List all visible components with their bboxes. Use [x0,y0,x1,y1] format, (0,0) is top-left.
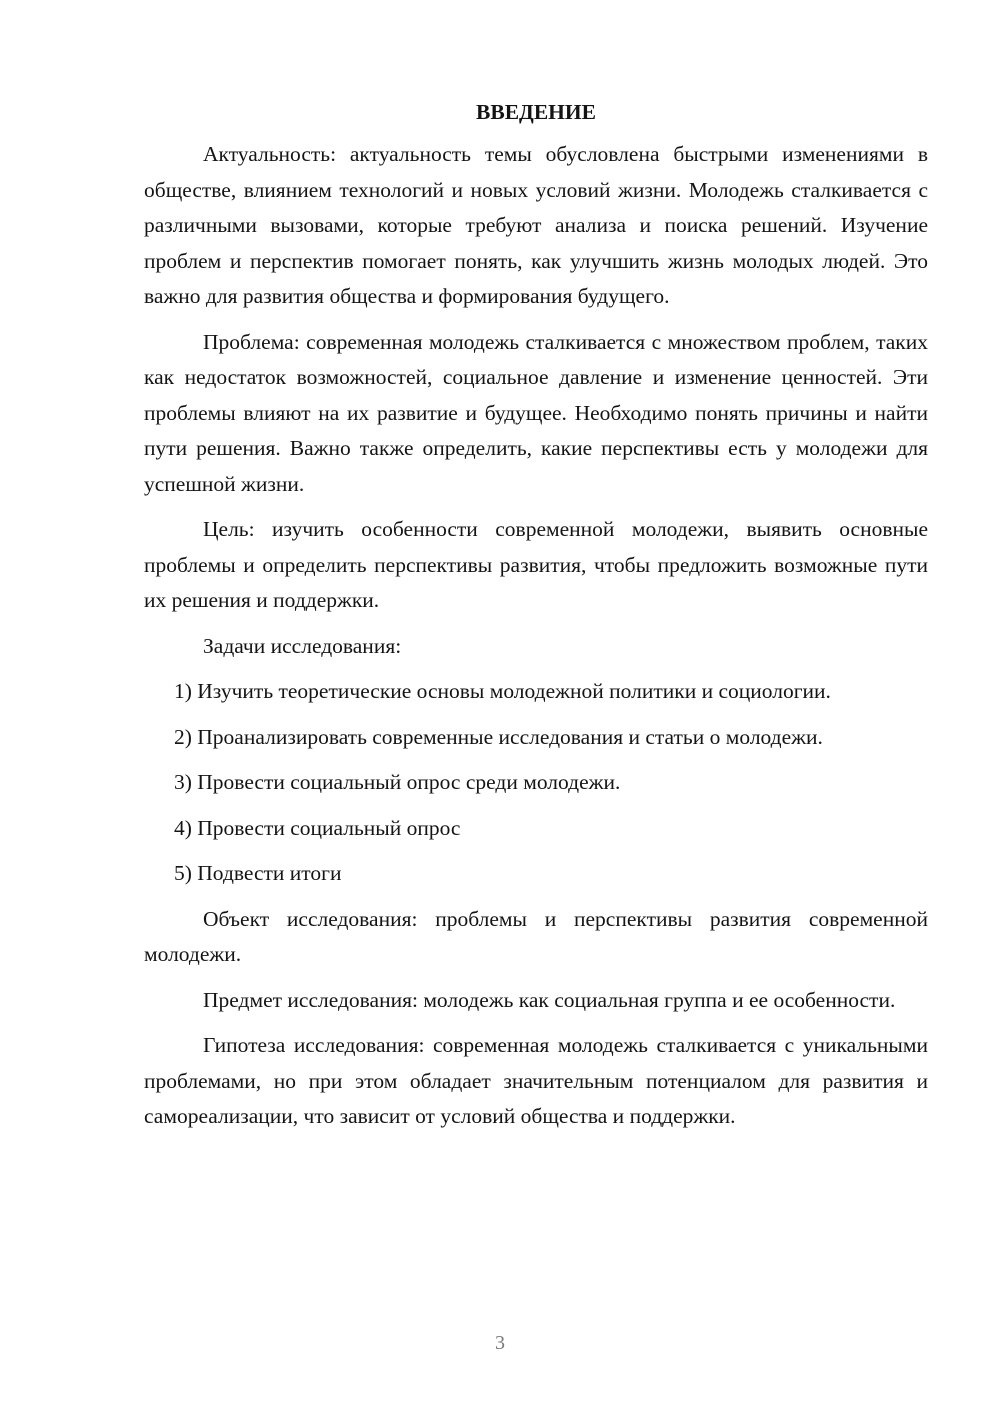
paragraph-object: Объект исследования: проблемы и перспективы развития современной молодежи. [144,906,928,966]
paragraph-subject: Предмет исследования: молодежь как социальная группа и ее особенности. [203,987,896,1012]
paragraph-relevance: Актуальность: актуальность темы обусловлена быстрыми изменениями в обществе, влиянием технологий и новых условий жизни. Молодежь сталкивается с различными вызовами, которые требуют анализа и поиска решений. Изучение проблем и перспектив помогает понять, как улучшить жизнь молодых людей. Это важно для развития общества и формирования будущего. [144,142,928,308]
paragraph-goal: Цель: изучить особенности современной молодежи, выявить основные проблемы и определить перспективы развития, чтобы предложить возможные пути их решения и поддержки. [144,517,928,612]
task-item-5: 5) Подвести итоги [174,861,342,885]
task-item-4: 4) Провести социальный опрос [174,815,461,840]
paragraph-hypothesis: Гипотеза исследования: современная молодежь сталкивается с уникальными проблемами, но при этом обладает значительным потенциалом для развития и самореализации, что зависит от условий общества и поддержки. [144,1033,928,1128]
page-number: 3 [495,1332,505,1354]
task-item-2: 2) Проанализировать современные исследования и статьи о молодежи. [174,724,823,749]
page-title: ВВЕДЕНИЕ [476,100,596,124]
paragraph-problem: Проблема: современная молодежь сталкивается с множеством проблем, таких как недостаток возможностей, социальное давление и изменение ценностей. Эти проблемы влияют на их развитие и будущее. Необходимо понять причины и найти пути решения. Важно также определить, какие перспективы есть у молодежи для успешной жизни. [144,329,928,496]
task-item-1: 1) Изучить теоретические основы молодежной политики и социологии. [174,679,831,703]
page-content [144,95,928,1145]
task-item-3: 3) Провести социальный опрос среди молодежи. [174,770,621,794]
tasks-heading: Задачи исследования: [203,633,402,658]
